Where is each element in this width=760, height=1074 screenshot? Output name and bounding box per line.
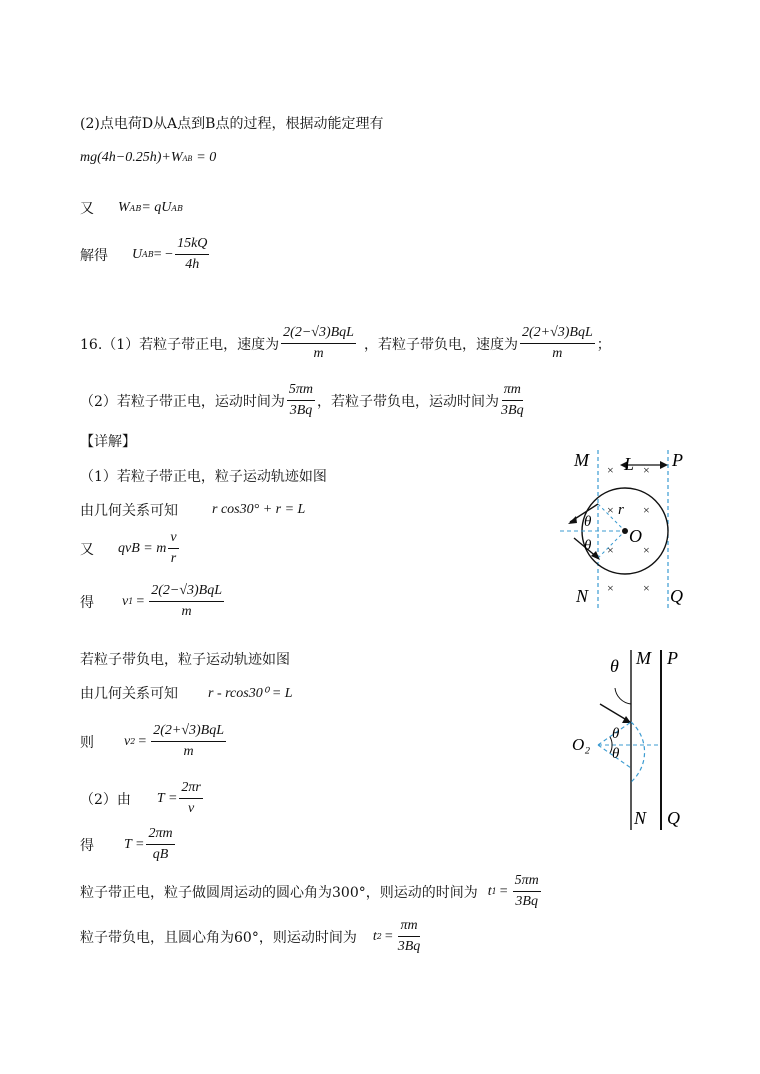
fraction-t-neg: $\frac{\pi m}{3Bq}$ bbox=[501, 382, 524, 418]
part2-intro: (2)点电荷D从A点到B点的过程，根据动能定理有 bbox=[80, 116, 384, 132]
detail-10: 粒子带正电，粒子做圆周运动的圆心角为300°，则运动的时间为 t 1 = $\frac{5\pi m}{3Bq}$ bbox=[80, 873, 539, 909]
label-r: r bbox=[618, 502, 624, 518]
cross-mark: × bbox=[643, 503, 650, 517]
label-N: N bbox=[634, 808, 647, 828]
cross-mark: × bbox=[643, 581, 650, 595]
cross-mark: × bbox=[643, 463, 650, 477]
part2-eq2: 又 W AB = qU AB bbox=[80, 200, 184, 217]
label-theta-lower: θ bbox=[584, 538, 592, 554]
fraction-uab: $\frac{15kQ}{4h}$ bbox=[177, 236, 208, 272]
fraction-v-pos: $\frac{\text{2(2−√3)BqL}}{m}$ bbox=[283, 325, 354, 361]
label-M: M bbox=[574, 450, 589, 470]
detail-7: 则 v 2 = $\frac{\text{2(2+√3)BqL}}{m}$ bbox=[80, 723, 225, 759]
detail-11: 粒子带负电，且圆心角为60°，则运动时间为 t 2 = $\frac{\pi m}{3Bq}$ bbox=[80, 918, 421, 954]
fraction-t1: $\frac{5\pi m}{3Bq}$ bbox=[514, 873, 539, 909]
fraction-v-neg: $\frac{\text{2(2+√3)BqL}}{m}$ bbox=[521, 325, 593, 361]
label-theta-incident: θ bbox=[610, 656, 619, 676]
cross-mark: × bbox=[607, 463, 614, 477]
q16-answer-line2: （2）若粒子带正电，运动时间为 $\frac{5\pi m}{3Bq}$ ，若粒子带负电，运动时间为 $\frac{\pi m}{3Bq}$ bbox=[80, 382, 524, 418]
figure-positive-trajectory bbox=[560, 440, 700, 615]
label-P: P bbox=[672, 450, 683, 470]
detail-3: 又 qvB = m $\frac{v}{r}$ bbox=[80, 530, 177, 566]
fraction-2pir-over-v: $\frac{2\pi r}{v}$ bbox=[181, 780, 201, 816]
label-N: N bbox=[576, 586, 589, 606]
label-M: M bbox=[636, 648, 651, 668]
cross-mark: × bbox=[607, 581, 614, 595]
detail-header: 【详解】 bbox=[80, 434, 136, 450]
part2-eq1: mg(4h−0.25h)+W AB = 0 bbox=[80, 150, 217, 165]
detail-4: 得 v 1 = $\frac{\text{2(2−√3)BqL}}{m}$ bbox=[80, 583, 223, 619]
fraction-v2: $\frac{\text{2(2+√3)BqL}}{m}$ bbox=[153, 723, 225, 759]
label-P: P bbox=[667, 648, 678, 668]
label-theta-upper: θ bbox=[584, 514, 592, 530]
label-Q: Q bbox=[667, 808, 680, 828]
cross-mark: × bbox=[643, 543, 650, 557]
figure-negative-trajectory bbox=[560, 640, 700, 840]
cross-mark: × bbox=[607, 543, 614, 557]
label-Q: Q bbox=[670, 586, 683, 606]
detail-8: （2）由 T = $\frac{2\pi r}{v}$ bbox=[80, 780, 201, 816]
fraction-t2: $\frac{\pi m}{3Bq}$ bbox=[397, 918, 421, 954]
detail-6: 由几何关系可知 r - rcos30⁰ = L bbox=[80, 685, 293, 702]
cross-mark: × bbox=[607, 503, 614, 517]
detail-2: 由几何关系可知 r cos30° + r = L bbox=[80, 502, 306, 519]
detail-9: 得 T = $\frac{2\pi m}{qB}$ bbox=[80, 826, 173, 862]
label-O: O bbox=[629, 526, 642, 546]
label-O2: O₂ bbox=[572, 735, 591, 754]
q16-answer-line1: 16.（1）若粒子带正电，速度为 $\frac{\text{2(2−√3)BqL}}{m}$ ，若粒子带负电，速度为 $\frac{\text{2(2+√3)BqL}}{m}$ ； bbox=[80, 325, 611, 361]
label-L: L bbox=[624, 454, 635, 474]
label-theta-upper: θ bbox=[612, 726, 620, 742]
part2-eq3: 解得 U AB = − $\frac{15kQ}{4h}$ bbox=[80, 236, 208, 272]
detail-1: （1）若粒子带正电，粒子运动轨迹如图 bbox=[80, 469, 327, 485]
fraction-v-over-r: $\frac{v}{r}$ bbox=[170, 530, 177, 566]
fraction-period: $\frac{2\pi m}{qB}$ bbox=[148, 826, 173, 862]
label-theta-lower: θ bbox=[612, 746, 620, 762]
fraction-v1: $\frac{\text{2(2−√3)BqL}}{m}$ bbox=[151, 583, 223, 619]
detail-5: 若粒子带负电，粒子运动轨迹如图 bbox=[80, 652, 290, 668]
fraction-t-pos: $\frac{5\pi m}{3Bq}$ bbox=[288, 382, 314, 418]
